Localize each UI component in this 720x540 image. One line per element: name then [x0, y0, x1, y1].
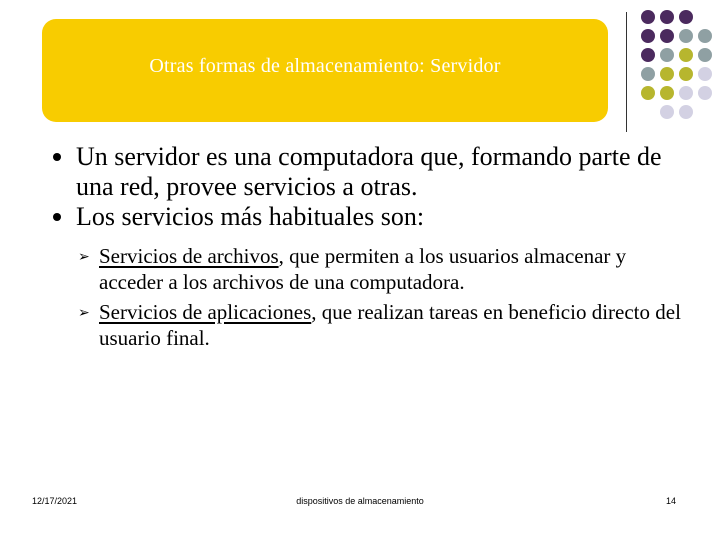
bullet-text: Un servidor es una computadora que, formando parte de una red, provee servicios a otras. [76, 142, 662, 201]
dot [679, 86, 693, 100]
dot [660, 86, 674, 100]
dot [660, 10, 674, 24]
dot [698, 48, 712, 62]
dot [679, 67, 693, 81]
bullet-dot-icon [53, 153, 61, 161]
bullet-list [48, 142, 688, 355]
dot [679, 105, 693, 119]
dot [679, 10, 693, 24]
dot [660, 105, 674, 119]
sub-bullet-list [48, 243, 688, 351]
bullet-item [48, 142, 688, 202]
dot [660, 48, 674, 62]
bullet-text: Los servicios más habituales son: [76, 202, 425, 231]
sub-bullet-term: Servicios de archivos [99, 244, 279, 268]
dot [660, 67, 674, 81]
sub-bullet-term: Servicios de aplicaciones [99, 300, 312, 324]
dot [641, 10, 655, 24]
dot [698, 67, 712, 81]
sub-bullet-item [48, 299, 688, 351]
dot [679, 29, 693, 43]
dot [679, 48, 693, 62]
footer-page-number: 14 [666, 496, 677, 506]
dot [660, 29, 674, 43]
footer-date: 12/17/2021 [32, 496, 78, 506]
slide-title: Otras formas de almacenamiento: Servidor [149, 55, 501, 77]
dot [641, 86, 655, 100]
arrow-bullet-icon: ➢ [78, 305, 90, 321]
dot [641, 67, 655, 81]
sub-bullet-item [48, 243, 688, 295]
bullet-dot-icon [53, 213, 61, 221]
footer-center-text: dispositivos de almacenamiento [296, 496, 424, 506]
dot [698, 86, 712, 100]
bullet-item [48, 202, 688, 232]
dot [698, 29, 712, 43]
dot [641, 48, 655, 62]
dot [641, 29, 655, 43]
decorative-dot-grid [0, 0, 720, 160]
arrow-bullet-icon: ➢ [78, 249, 90, 265]
sub-bullet-text: , que permiten a los usuarios almacenar y acceder a los archivos de una computadora. [99, 244, 627, 294]
sub-bullet-text: , que realizan tareas en beneficio directo del usuario final. [99, 300, 681, 350]
